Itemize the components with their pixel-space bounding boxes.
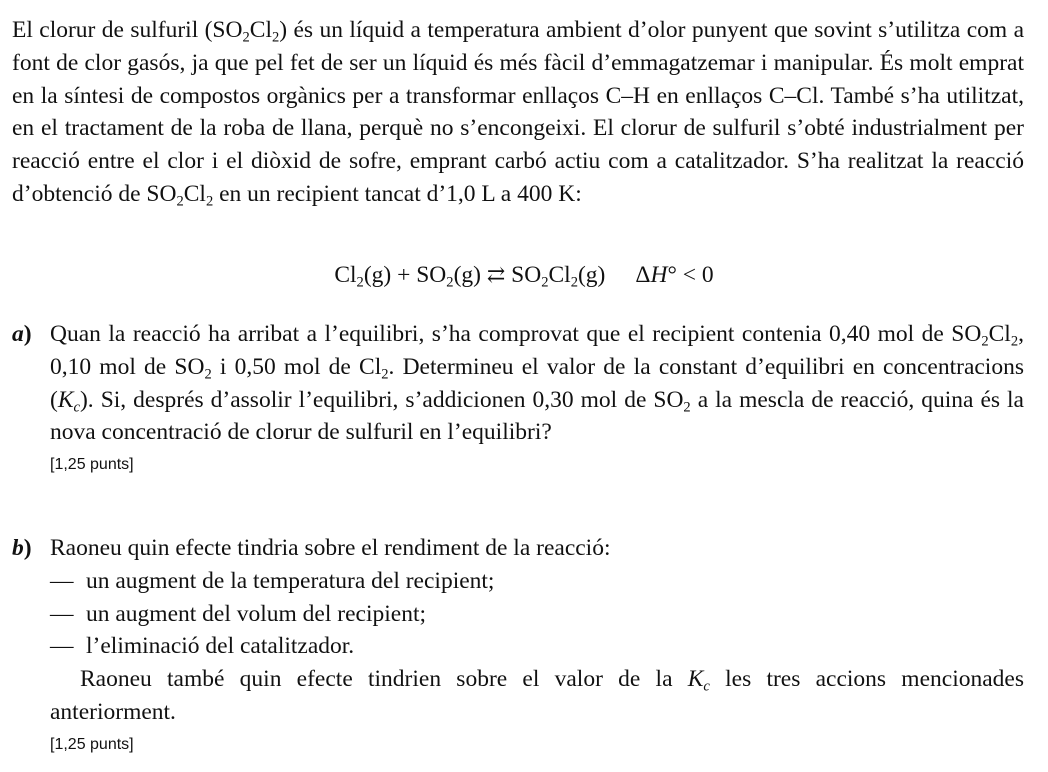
eq-reactant: Cl <box>334 262 357 288</box>
eq-reactant: (g) <box>453 262 481 288</box>
eq-product: SO <box>511 262 542 288</box>
subscript: 2 <box>176 193 184 210</box>
eq-product: Cl <box>548 262 571 288</box>
equilibrium-arrow-icon: ⇄ <box>486 262 506 287</box>
question-a-marker: a) <box>12 321 32 347</box>
chemical-equation <box>0 259 1048 291</box>
intro-paragraph <box>12 14 1024 211</box>
eq-product: (g) <box>577 262 606 288</box>
eq-reactant: (g) + SO <box>363 262 447 288</box>
question-b-intro: Raoneu quin efecte tindria sobre el rendiment de la reacció: <box>50 535 611 561</box>
intro-text: Cl <box>249 17 272 43</box>
enthalpy-delta: Δ <box>635 262 651 288</box>
intro-text: Cl <box>183 180 206 207</box>
question-b-points: [1,25 punts] <box>50 735 134 753</box>
question-b-marker: b) <box>12 535 32 561</box>
question-a-points: [1,25 punts] <box>50 456 134 474</box>
subscript: 2 <box>570 274 578 291</box>
question-a <box>12 318 1024 475</box>
intro-text: ) és un líquid a temperatura ambient d’olor punyent que sovint s’utilitza com a font de clor gasós, ja que pel fet de ser un líquid és més fàcil d’emmagatzemar i manipular. És molt emprat en la síntesi de compostos orgànics per a transformar enllaços C–H en enllaços C–Cl. També s’ha utilitzat, en el tractament de la roba de llana, perquè no s’encongeixi. El clorur de sulfuril s’obté industrialment per reacció entre el clor i el diòxid de sofre, emprant carbó actiu com a catalitzador. S’ha realitzat la reacció d’obtenció de SO <box>12 17 1025 207</box>
intro-text: en un recipient tancat d’1,0 L a 400 K: <box>213 180 582 207</box>
subscript: 2 <box>356 274 364 291</box>
subscript: 2 <box>242 29 250 46</box>
list-item: — l’eliminació del catalitzador. <box>50 633 355 660</box>
subscript: 2 <box>541 274 549 291</box>
list-item: — un augment del volum del recipient; <box>50 600 427 627</box>
enthalpy-var: H <box>650 262 668 288</box>
enthalpy-sign: ° < 0 <box>667 262 714 288</box>
subscript: 2 <box>446 274 454 291</box>
question-a-text: Quan la reacció ha arribat a l’equilibri, s’ha comprovat que el recipient contenia 0,40 mol de $SO_2Cl_2$, 0,10 mol de $SO_2$ i 0,50 mol de $Cl_2$. Determineu el valor de la constant d’equilibri en concentracions $(K_c)$. Si, després d’assolir l’equilibri, s’addicionen 0,30 mol de $SO_2$ a la mescla de reacció, quina és la nova concentració de clorur de sulfuril en l’equilibri? <box>50 321 1024 446</box>
question-b <box>12 532 1024 755</box>
list-item: — un augment de la temperatura del recipient; <box>50 567 495 594</box>
subscript: 2 <box>271 29 280 46</box>
subscript: 2 <box>205 193 214 210</box>
intro-text: El clorur de sulfuril (SO <box>12 17 243 43</box>
question-b-followup: Raoneu també quin efecte tindrien sobre el valor de la $K_c$ les tres accions mencionades anteriorment. <box>50 666 1024 725</box>
